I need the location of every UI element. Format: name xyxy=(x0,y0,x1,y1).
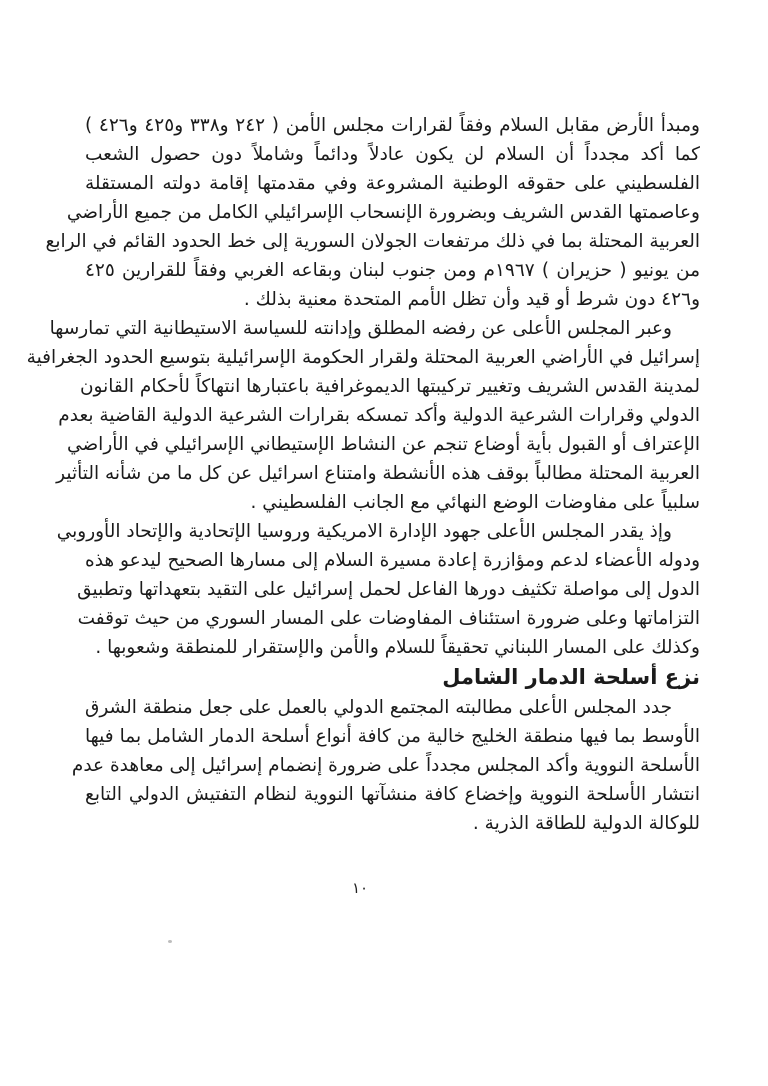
text-line: الفلسطيني على حقوقه الوطنية المشروعة وفي مقدمتها إقامة دولته المستقلة xyxy=(85,173,700,194)
text-line: جدد المجلس الأعلى مطالبته المجتمع الدولي بالعمل على جعل منطقة الشرق xyxy=(85,697,672,718)
text-line: وإذ يقدر المجلس الأعلى جهود الإدارة الامريكية وروسيا الإتحادية والإتحاد الأوروبي xyxy=(56,521,672,542)
paragraph xyxy=(45,111,700,314)
text-line: للوكالة الدولية للطاقة الذرية . xyxy=(472,813,700,834)
text-line: إسرائيل في الأراضي العربية المحتلة ولقرار الحكومة الإسرائيلية بتوسيع الحدود الجغرافية xyxy=(26,347,700,368)
text-line: انتشار الأسلحة النووية وإخضاع كافة منشآتها النووية لنظام التفتيش الدولي التابع xyxy=(85,784,700,805)
text-line: لمدينة القدس الشريف وتغيير تركيبتها الديموغرافية باعتبارها انتهاكاً لأحكام القانون xyxy=(79,376,700,397)
text-line: الأسلحة النووية وأكد المجلس مجدداً على ضرورة إنضمام إسرائيل إلى معاهدة عدم xyxy=(71,755,700,776)
text-line: العربية المحتلة مطالباً بوقف هذه الأنشطة وامتناع اسرائيل عن كل ما من شأنه التأثير xyxy=(56,463,700,484)
text-line: وكذلك على المسار اللبناني تحقيقاً للسلام والأمن والإستقرار للمنطقة وشعوبها . xyxy=(95,637,700,658)
text-line: كما أكد مجدداً أن السلام لن يكون عادلاً ودائماً وشاملاً دون حصول الشعب xyxy=(85,144,700,165)
scan-noise-speck xyxy=(168,940,172,943)
text-line: ومبدأ الأرض مقابل السلام وفقاً لقرارات مجلس الأمن ( ٢٤٢ و٣٣٨ و٤٢٥ و٤٢٦ ) xyxy=(85,115,700,136)
text-line: الأوسط بما فيها منطقة الخليج خالية من كافة أنواع أسلحة الدمار الشامل بما فيها xyxy=(85,726,700,747)
paragraph xyxy=(71,693,700,838)
paragraph xyxy=(26,314,700,517)
section-heading: نزع أسلحة الدمار الشامل xyxy=(442,665,700,689)
text-line: العربية المحتلة بما في ذلك مرتفعات الجولان السورية إلى خط الحدود القائم في الرابع xyxy=(45,231,700,252)
text-line: التزاماتها وعلى ضرورة استئناف المفاوضات على المسار السوري من حيث توقفت xyxy=(77,608,700,629)
text-line: من يونيو ( حزيران ) ١٩٦٧م ومن جنوب لبنان وبقاعه الغربي وفقاً للقرارين ٤٢٥ xyxy=(85,260,700,281)
text-line: وعاصمتها القدس الشريف وبضرورة الإنسحاب الإسرائيلي الكامل من جميع الأراضي xyxy=(66,202,700,223)
text-line: وعبر المجلس الأعلى عن رفضه المطلق وإدانته للسياسة الاستيطانية التي تمارسها xyxy=(49,318,672,339)
text-column xyxy=(26,111,700,838)
text-line: الدول إلى مواصلة تكثيف دورها الفاعل لحمل إسرائيل على التقيد بتعهداتها وتطبيق xyxy=(77,579,700,600)
text-line: ودوله الأعضاء لدعم ومؤازرة إعادة مسيرة السلام إلى مسارها الصحيح ليدعو هذه xyxy=(85,550,700,571)
text-line: الإعتراف أو القبول بأية أوضاع تنجم عن النشاط الإستيطاني الإسرائيلي في الأراضي xyxy=(67,434,700,455)
paragraph xyxy=(56,517,700,662)
text-line: الدولي وقرارات الشرعية الدولية وأكد تمسكه بقرارات الشرعية الدولية القاضية بعدم xyxy=(58,405,700,426)
page-number: ١٠ xyxy=(351,879,369,897)
text-line: و٤٢٦ دون شرط أو قيد وأن تظل الأمم المتحدة معنية بذلك . xyxy=(243,289,700,310)
text-line: سلبياً على مفاوضات الوضع النهائي مع الجانب الفلسطيني . xyxy=(250,492,700,513)
